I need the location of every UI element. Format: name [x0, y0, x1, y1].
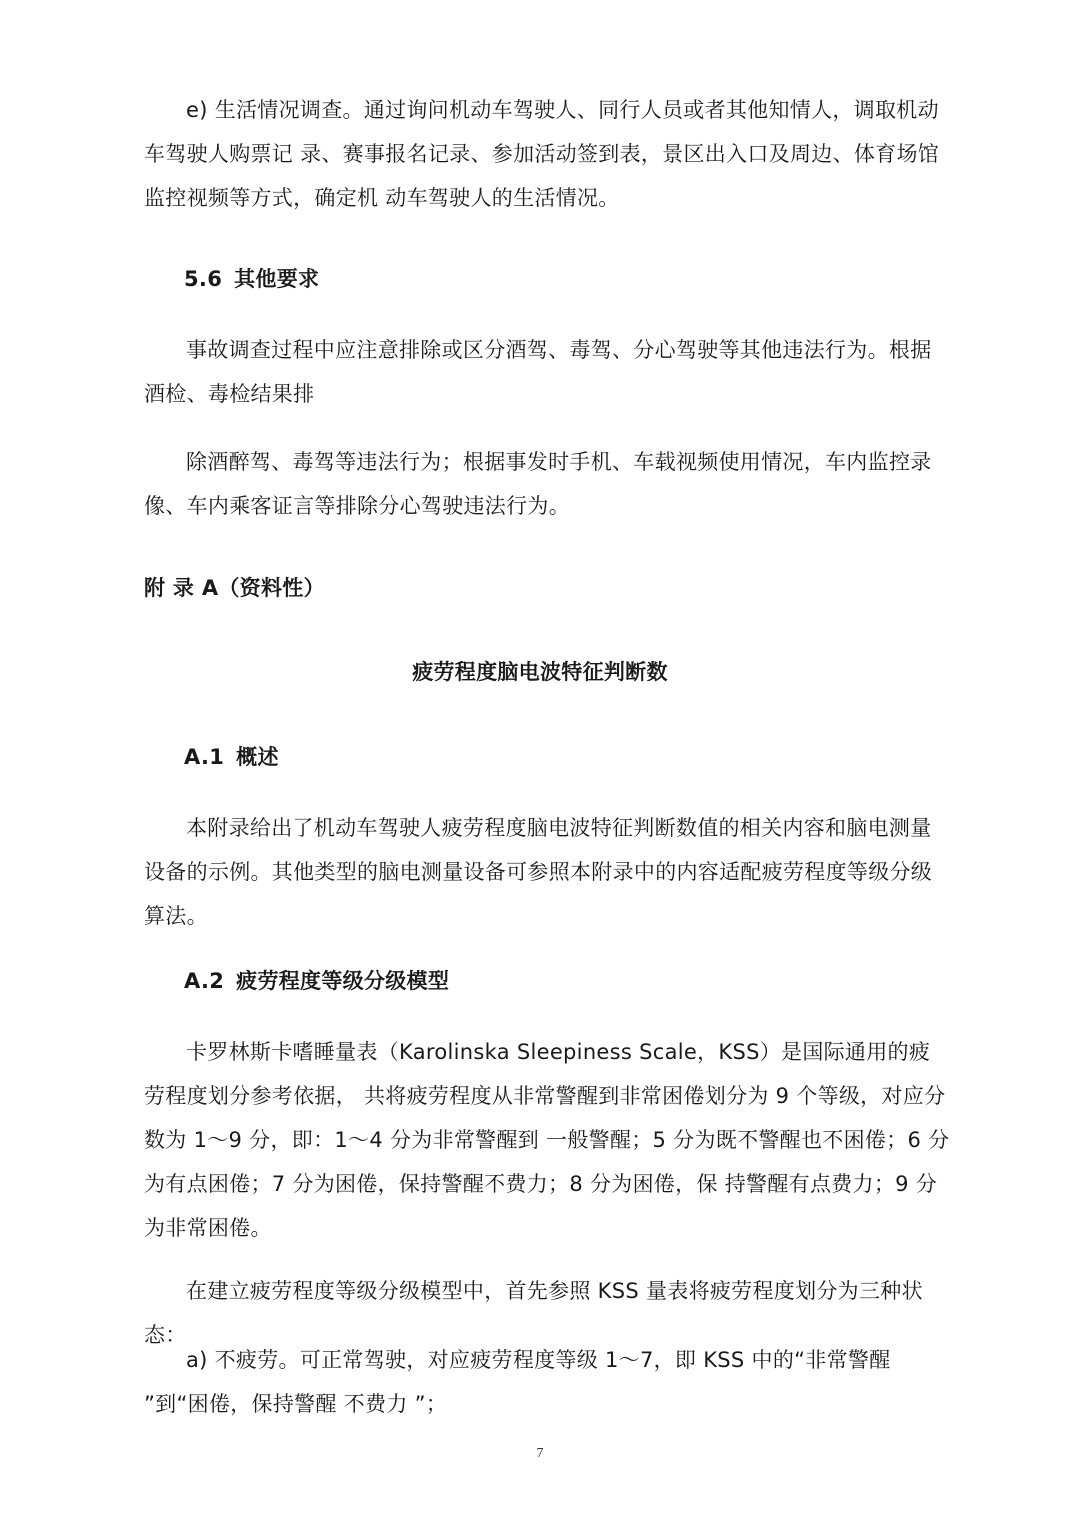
section-number: 5.6 — [184, 267, 223, 291]
section-title: 疲劳程度等级分级模型 — [236, 969, 450, 993]
section-heading-a2 — [184, 966, 449, 996]
section-number: A.2 — [184, 969, 225, 993]
page-number: 7 — [536, 1446, 544, 1461]
appendix-title: 疲劳程度脑电波特征判断数 — [412, 660, 668, 684]
section-heading-5-6 — [184, 264, 319, 294]
section-number: A.1 — [184, 745, 225, 769]
section-title: 概述 — [236, 745, 279, 769]
list-item-not-fatigued: a) 不疲劳。可正常驾驶，对应疲劳程度等级 1～7，即 KSS 中的“非常警醒 ”到“困倦，保持警醒 不费力 ”； — [144, 1348, 891, 1416]
paragraph-model-intro: 在建立疲劳程度等级分级模型中，首先参照 KSS 量表将疲劳程度划分为三种状态： — [144, 1279, 923, 1347]
paragraph-life-survey: e) 生活情况调查。通过询问机动车驾驶人、同行人员或者其他知情人，调取机动车驾驶人购票记 录、赛事报名记录、参加活动签到表，景区出入口及周边、体育场馆监控视频等方式，确定机 动车驾驶人的生活情况。 — [144, 98, 940, 210]
paragraph-other-requirements-2: 除酒醉驾、毒驾等违法行为；根据事发时手机、车载视频使用情况，车内监控录像、车内乘客证言等排除分心驾驶违法行为。 — [144, 450, 932, 518]
section-heading-a1 — [184, 742, 279, 772]
paragraph-overview: 本附录给出了机动车驾驶人疲劳程度脑电波特征判断数值的相关内容和脑电测量设备的示例。其他类型的脑电测量设备可参照本附录中的内容适配疲劳程度等级分级算法。 — [144, 816, 933, 928]
section-title: 其他要求 — [234, 267, 320, 291]
paragraph-other-requirements-1: 事故调查过程中应注意排除或区分酒驾、毒驾、分心驾驶等其他违法行为。根据酒检、毒检结果排 — [144, 338, 932, 406]
appendix-label: 附 录 A（资料性） — [144, 576, 325, 600]
paragraph-kss-description: 卡罗林斯卡嗜睡量表（Karolinska Sleepiness Scale，KSS）是国际通用的疲劳程度划分参考依据， 共将疲劳程度从非常警醒到非常困倦划分为 9 个等级，对应分数为 1～9 分，即：1～4 分为非常警醒到 一般警醒；5 分为既不警醒也不困倦；6 分为有点困倦；7 分为困倦，保持警醒不费力；8 分为困倦，保 持警醒有点费力；9 分为非常困倦。 — [144, 1040, 950, 1240]
